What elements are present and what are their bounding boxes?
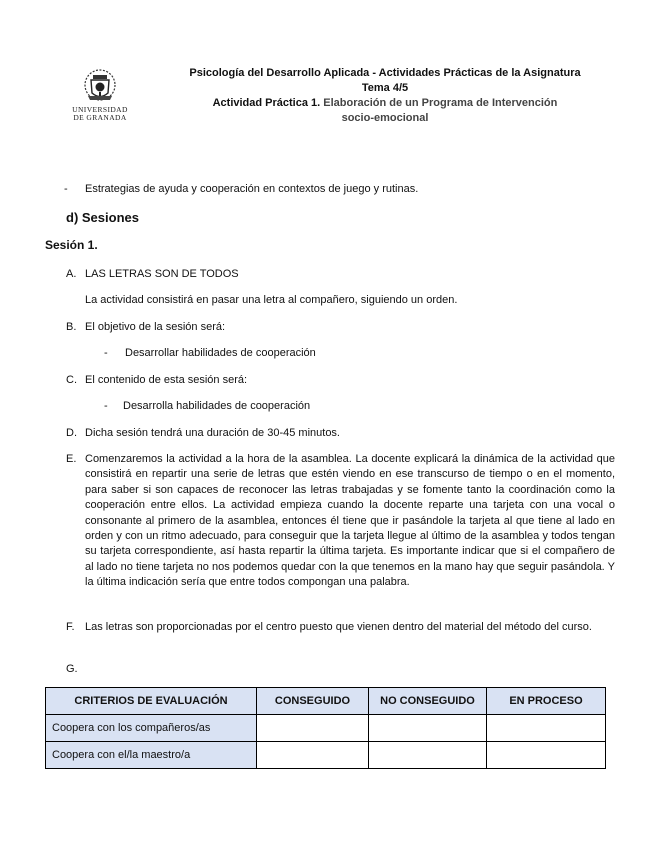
activity-label: Actividad Práctica 1. xyxy=(212,97,321,109)
table-header-no-conseguido: NO CONSEGUIDO xyxy=(369,688,487,715)
table-cell-no-conseguido xyxy=(369,742,487,769)
item-e-marker: E. xyxy=(66,453,77,465)
item-b-sub-marker: - xyxy=(104,347,108,359)
table-cell-criterion: Coopera con los compañeros/as xyxy=(46,715,257,742)
section-heading-sesiones: d) Sesiones xyxy=(66,210,139,225)
table-header-en-proceso: EN PROCESO xyxy=(487,688,606,715)
item-c-marker: C. xyxy=(66,374,77,386)
table-cell-en-proceso xyxy=(487,715,606,742)
activity-title-line2: socio-emocional xyxy=(341,112,429,124)
item-f-marker: F. xyxy=(66,621,75,633)
session-title: Sesión 1. xyxy=(45,238,98,252)
item-c-text: El contenido de esta sesión será: xyxy=(85,374,248,386)
item-c-sub-text: Desarrolla habilidades de cooperación xyxy=(123,400,311,412)
table-cell-conseguido xyxy=(257,715,369,742)
intro-bullet-text: Estrategias de ayuda y cooperación en contextos de juego y rutinas. xyxy=(85,183,419,195)
item-c-sub-marker: - xyxy=(104,400,108,412)
activity-title: Elaboración de un Programa de Intervención xyxy=(323,97,558,109)
course-title: Psicología del Desarrollo Aplicada - Actividades Prácticas de la Asignatura xyxy=(189,67,581,79)
item-e-text: Comenzaremos la actividad a la hora de la asamblea. La docente explicará la dinámica de la actividad que consistirá en repartir una serie de letras que estén viendo en ese transcurso de tiempo o en el momento, para saber si son capaces de reconocer las letras trabajadas y se fomente tanto la coordinación como la cooperación entre ellos. La actividad empieza cuando la docente reparte una tarjeta con una vocal o consonante al primero de la asamblea, entonces él tiene que ir pasándole la tarjeta al que tiene al lado en orden y con un ritmo adecuado, para conseguir que la tarjeta llegue al último de la asamblea y todos tengan su tarjeta correspondiente, así hasta repartir la última tarjeta. Es importante indicar que si el compañero de al lado no tiene tarjeta no nos podemos quedar con la que tenemos en la mano hay que seguir pasándola. Y la última indicación sería que entre todos compongan una palabra. xyxy=(85,453,615,589)
table-header-conseguido: CONSEGUIDO xyxy=(257,688,369,715)
university-logo xyxy=(60,66,140,132)
item-a-detail: La actividad consistirá en pasar una letra al compañero, siguiendo un orden. xyxy=(85,294,458,306)
table-row xyxy=(46,742,606,769)
table-cell-no-conseguido xyxy=(369,715,487,742)
evaluation-table xyxy=(45,687,606,769)
logo-text-line2: DE GRANADA xyxy=(73,113,127,122)
page-header xyxy=(60,66,640,136)
item-f-text: Las letras son proporcionadas por el centro puesto que vienen dentro del material del método del curso. xyxy=(85,621,592,633)
item-b-sub-text: Desarrollar habilidades de cooperación xyxy=(125,347,316,359)
item-d-text: Dicha sesión tendrá una duración de 30-45 minutos. xyxy=(85,427,340,439)
item-b-text: El objetivo de la sesión será: xyxy=(85,321,226,333)
item-a-text: LAS LETRAS SON DE TODOS xyxy=(85,268,239,280)
table-header-row xyxy=(46,688,606,715)
table-cell-en-proceso xyxy=(487,742,606,769)
tema-label: Tema 4/5 xyxy=(361,82,409,94)
table-row xyxy=(46,715,606,742)
table-cell-conseguido xyxy=(257,742,369,769)
table-cell-criterion: Coopera con el/la maestro/a xyxy=(46,742,257,769)
item-a-marker: A. xyxy=(66,268,77,280)
header-text xyxy=(170,66,600,126)
item-g-marker: G. xyxy=(66,663,78,675)
item-b-marker: B. xyxy=(66,321,77,333)
university-crest-icon xyxy=(82,66,118,106)
intro-bullet-marker: - xyxy=(64,183,68,195)
activity-heading xyxy=(170,96,600,111)
logo-text-line1: UNIVERSIDAD xyxy=(72,105,128,114)
item-d-marker: D. xyxy=(66,427,77,439)
table-header-criterios: CRITERIOS DE EVALUACIÓN xyxy=(46,688,257,715)
